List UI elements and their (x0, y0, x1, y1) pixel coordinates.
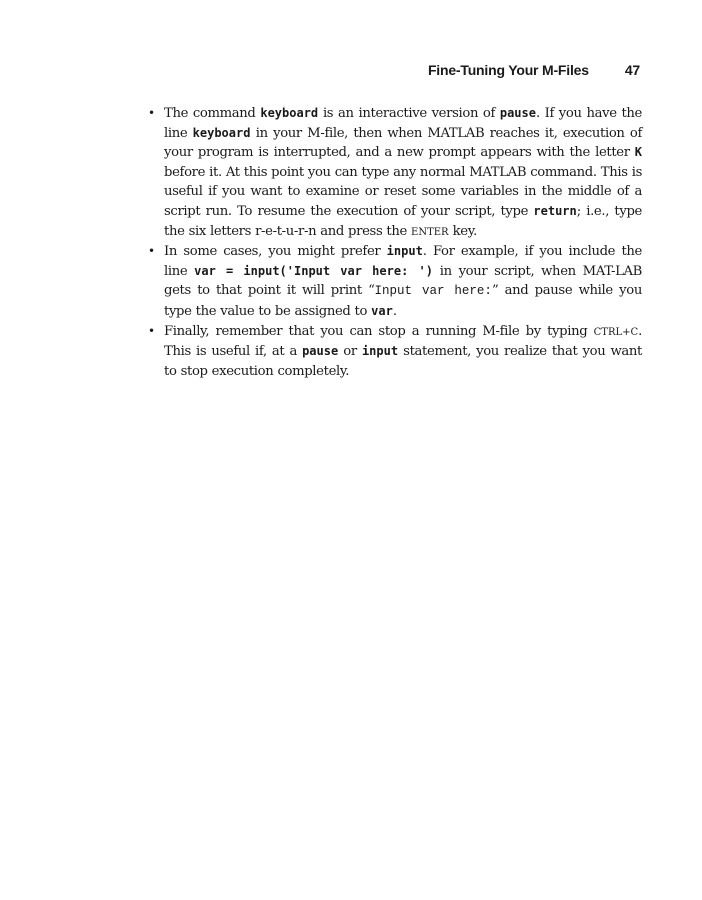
text-run: . (392, 303, 397, 319)
key-ctrl-c: CTRL+C (593, 326, 639, 338)
text-run: in your script, when MAT-LAB gets to that point it will print “ (164, 263, 642, 299)
running-head (0, 62, 640, 78)
code-pause: pause (499, 106, 536, 120)
text-run: In some cases, you might prefer (164, 244, 387, 260)
code-return: return (533, 203, 577, 218)
text-run: key. (448, 223, 477, 239)
bullet-marker: • (148, 106, 155, 120)
text-run: ” and pause while you type the value to be assigned to (164, 283, 642, 319)
chapter-title: Fine-Tuning Your M-Files (427, 62, 589, 78)
text-run: ; i.e., type the six letters r-e-t-u-r-n and press the (164, 203, 642, 239)
text-run: in your M-file, then when MATLAB reaches it, execution of your program is interrupted, and a new prompt appears with the letter (164, 125, 643, 161)
text-run: . For example, if you include the line (164, 244, 642, 279)
text-run: Finally, remember that you can stop a running M-file by typing (164, 323, 594, 339)
code-input: input (386, 244, 423, 259)
list-item (148, 104, 642, 242)
code-keyboard: keyboard (260, 106, 319, 120)
text-run: The command (164, 106, 261, 121)
list-item (148, 322, 642, 382)
code-k-prompt: K (634, 145, 642, 160)
text-run: or (338, 344, 362, 360)
text-run: is an interactive version of (318, 106, 500, 121)
code-pause: pause (302, 344, 339, 359)
text-run: before it. At this point you can type any normal MATLAB command. This is useful if you want to examine or reset some variables in the middle of a script run. To resume the execution of your script, type (164, 164, 642, 219)
bullet-marker: • (148, 244, 155, 259)
code-var: var (371, 303, 393, 318)
code-keyboard: keyboard (192, 125, 251, 140)
text-run: . This is useful if, at a (164, 323, 642, 360)
page-number: 47 (624, 62, 640, 78)
bullet-list (148, 104, 642, 381)
code-input: input (361, 344, 399, 359)
code-prompt-text: Input var here: (374, 284, 492, 299)
text-run: . If you have the line (164, 106, 643, 141)
key-enter: ENTER (411, 226, 449, 238)
text-run: statement, you realize that you want to stop execution completely. (164, 344, 642, 379)
bullet-marker: • (148, 323, 155, 338)
code-var-input: var = input('Input var here: ') (194, 263, 433, 278)
list-item (148, 242, 642, 321)
